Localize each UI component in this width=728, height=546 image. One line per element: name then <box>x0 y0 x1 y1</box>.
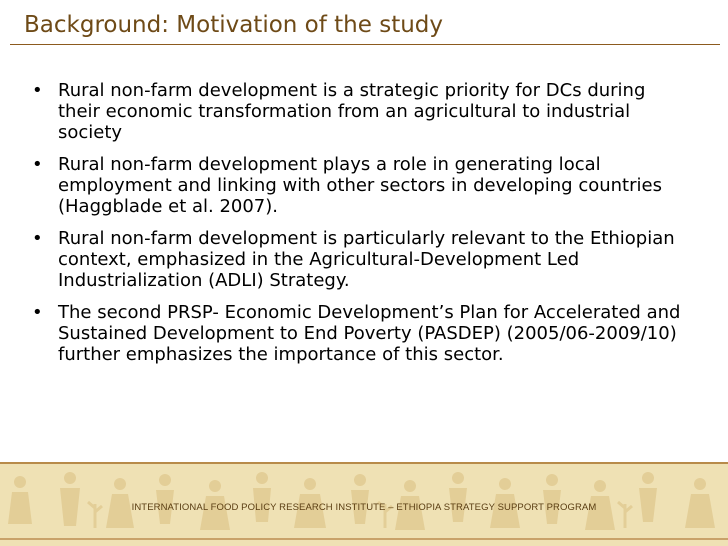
bullet-marker: • <box>32 302 43 323</box>
figure-icon <box>351 474 369 524</box>
bullet-text: Rural non-farm development plays a role in generating local employment and linking with other sectors in developing countries (Haggblade et al. 2007). <box>58 154 662 217</box>
bullet-item <box>30 80 690 143</box>
figure-icon <box>543 474 561 524</box>
bullet-text: The second PRSP- Economic Development’s Plan for Accelerated and Sustained Development to End Poverty (PASDEP) (2005/06-2009/10) further emphasizes the importance of this sector. <box>58 302 681 365</box>
bullet-marker: • <box>32 228 43 249</box>
figure-icon <box>253 472 271 522</box>
bullet-marker: • <box>32 154 43 175</box>
figure-icon <box>8 476 32 524</box>
bullet-item <box>30 228 690 291</box>
footer-figures-pattern <box>0 464 728 538</box>
figure-icon <box>449 472 467 522</box>
title-divider <box>10 44 720 45</box>
bullet-marker: • <box>32 80 43 101</box>
bullet-text: Rural non-farm development is a strategic priority for DCs during their economic transformation from an agricultural to industrial society <box>58 80 646 143</box>
footer-bottom-border <box>0 538 728 540</box>
footer-institution-text: INTERNATIONAL FOOD POLICY RESEARCH INSTITUTE – ETHIOPIA STRATEGY SUPPORT PROGRAM <box>131 502 597 513</box>
bullet-item <box>30 154 690 217</box>
footer-top-border <box>0 462 728 464</box>
bullet-item <box>30 302 690 365</box>
figure-icon <box>60 472 80 526</box>
slide-title: Background: Motivation of the study <box>24 12 443 38</box>
figure-icon <box>639 472 657 522</box>
bullet-text: Rural non-farm development is particularly relevant to the Ethiopian context, emphasized in the Agricultural-Development Led Industrialization (ADLI) Strategy. <box>58 228 675 291</box>
figure-icon <box>156 474 174 524</box>
bullet-list <box>30 80 690 376</box>
